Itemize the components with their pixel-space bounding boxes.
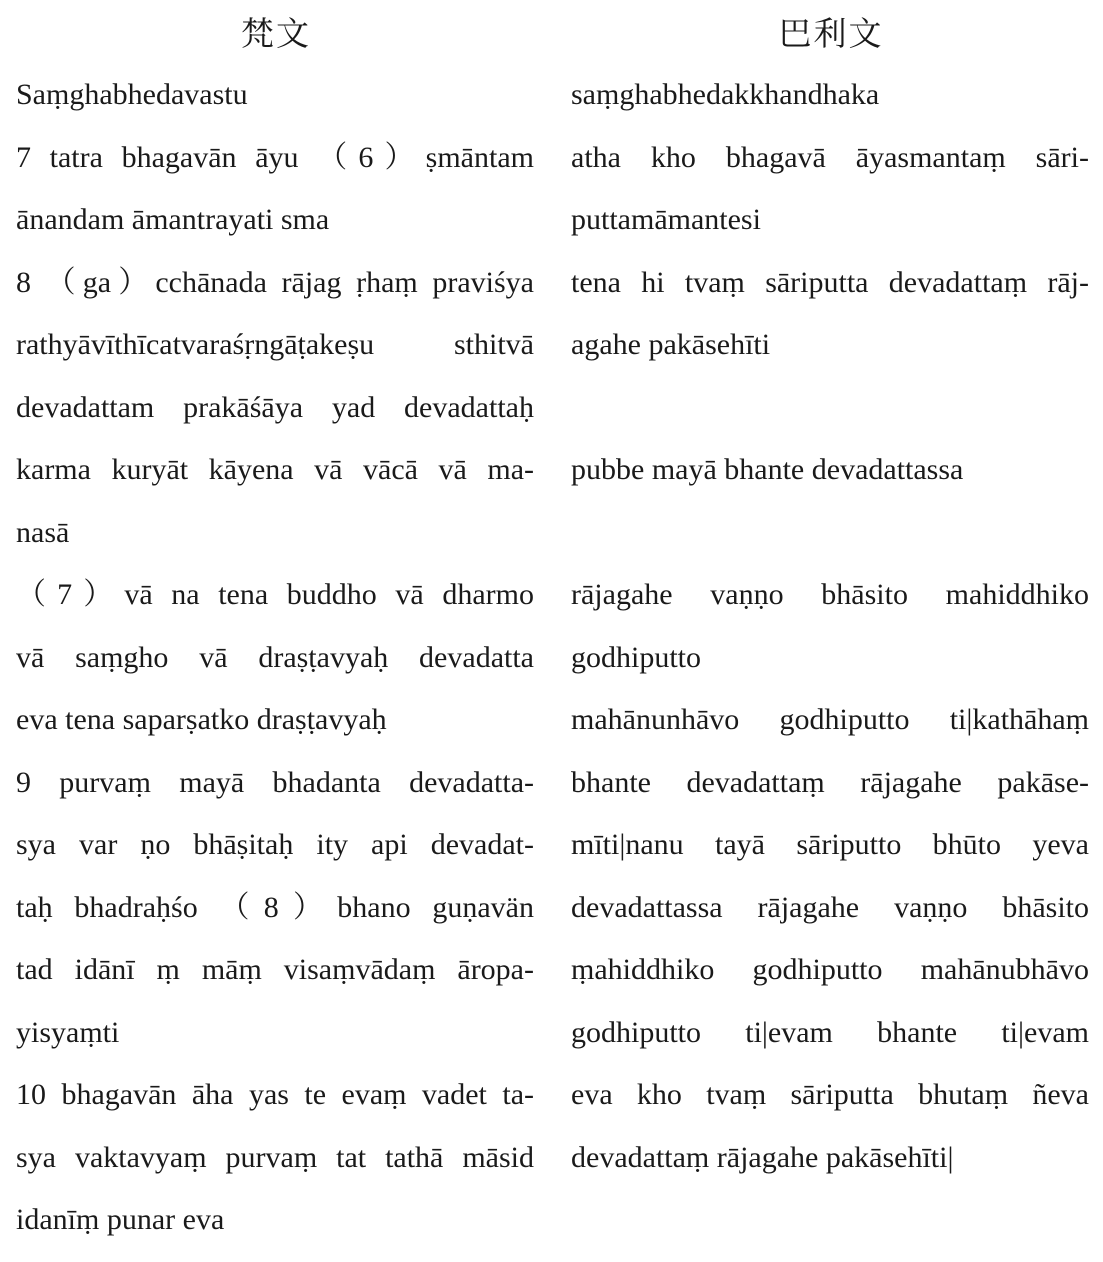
pali-line-10: godhiputto bbox=[571, 641, 702, 674]
pali-line-16: godhiputto ti|evam bhante ti|evam bbox=[571, 1016, 1089, 1049]
sanskrit-line-8: nasā bbox=[16, 516, 70, 549]
pali-line-5: agahe pakāsehīti bbox=[571, 328, 771, 361]
pali-line-13: mīti|nanu tayā sāriputto bhūto yeva bbox=[571, 828, 1089, 861]
sanskrit-line-11: eva tena saparṣatko draṣṭavyaḥ bbox=[16, 703, 387, 736]
pali-line-18: devadattaṃ rājagahe pakāsehīti| bbox=[571, 1141, 954, 1174]
pali-line-15: ṃahiddhiko godhiputto mahānubhāvo bbox=[571, 953, 1089, 986]
pali-line-11: mahānunhāvo godhiputto ti|kathāhaṃ bbox=[571, 703, 1089, 736]
pali-line-14: devadattassa rājagahe vaṇṇo bhāsito bbox=[571, 891, 1089, 924]
pali-line-17: eva kho tvaṃ sāriputta bhutaṃ ñeva bbox=[571, 1078, 1089, 1111]
sanskrit-line-7: karma kuryāt kāyena vā vācā vā ma- bbox=[16, 453, 534, 486]
pali-line-3: puttamāmantesi bbox=[571, 203, 761, 236]
sanskrit-line-15: tad idānī ṃ māṃ visaṃvādaṃ āropa- bbox=[16, 953, 534, 986]
sanskrit-header: 梵文 bbox=[241, 14, 311, 53]
sanskrit-line-14: taḥ bhadraḥśo （8）bhano guṇavän bbox=[16, 891, 534, 924]
pali-line-2: atha kho bhagavā āyasmantaṃ sāri- bbox=[571, 141, 1089, 174]
sanskrit-line-17: 10 bhagavān āha yas te evaṃ vadet ta- bbox=[16, 1078, 534, 1111]
sanskrit-line-3: ānandam āmantrayati sma bbox=[16, 203, 330, 236]
pali-line-1: saṃghabhedakkhandhaka bbox=[571, 78, 880, 111]
sanskrit-line-5: rathyāvīthīcatvaraśṛngāṭakeṣu sthitvā bbox=[16, 328, 534, 361]
sanskrit-line-18: sya vaktavyaṃ purvaṃ tat tathā māsid bbox=[16, 1141, 534, 1174]
sanskrit-line-2: 7 tatra bhagavān āyu （6）ṣmāntam bbox=[16, 141, 534, 174]
sanskrit-line-4: 8 （ga）cchānada rājag ṛhaṃ praviśya bbox=[16, 266, 534, 299]
sanskrit-line-1: Saṃghabhedavastu bbox=[16, 78, 248, 111]
sanskrit-line-10: vā saṃgho vā draṣṭavyaḥ devadatta bbox=[16, 641, 534, 674]
pali-line-4: tena hi tvaṃ sāriputta devadattaṃ rāj- bbox=[571, 266, 1089, 299]
sanskrit-line-19: idanīṃ punar eva bbox=[16, 1203, 225, 1236]
sanskrit-line-9: （7）vā na tena buddho vā dharmo bbox=[16, 578, 534, 611]
sanskrit-line-6: devadattam prakāśāya yad devadattaḥ bbox=[16, 391, 534, 424]
sanskrit-line-12: 9 purvaṃ mayā bhadanta devadatta- bbox=[16, 766, 534, 799]
pali-line-9: rājagahe vaṇṇo bhāsito mahiddhiko bbox=[571, 578, 1089, 611]
pali-line-7: pubbe mayā bhante devadattassa bbox=[571, 453, 964, 486]
sanskrit-line-13: sya var ṇo bhāṣitaḥ ity api devadat- bbox=[16, 828, 534, 861]
pali-line-12: bhante devadattaṃ rājagahe pakāse- bbox=[571, 766, 1089, 799]
pali-header: 巴利文 bbox=[778, 14, 884, 53]
sanskrit-line-16: yisyaṃti bbox=[16, 1016, 120, 1049]
